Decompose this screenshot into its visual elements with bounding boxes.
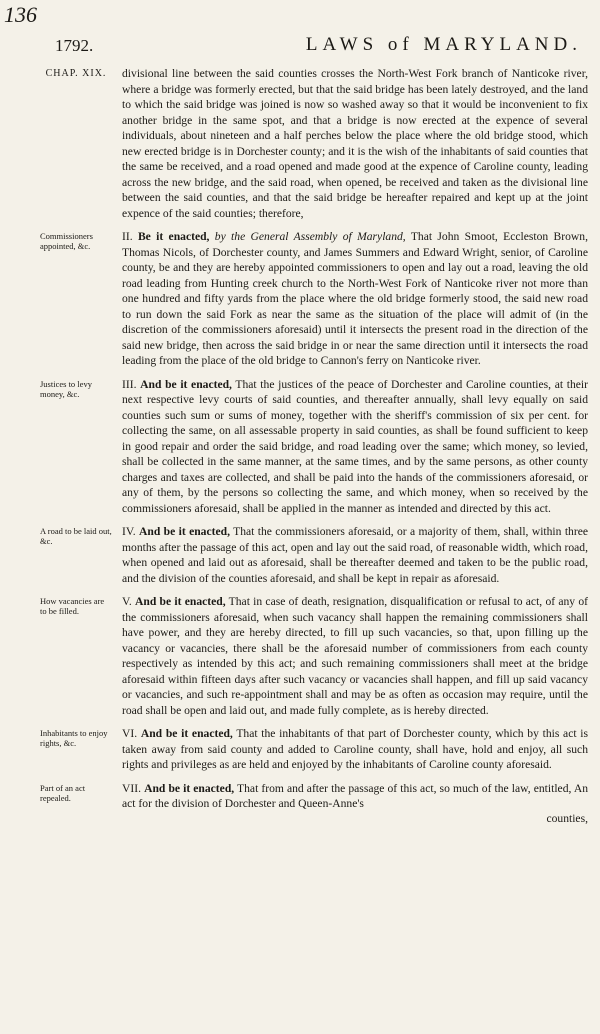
section-text xyxy=(40,524,588,586)
running-title: LAWS of MARYLAND. xyxy=(305,34,582,55)
section-number: VII. xyxy=(122,781,141,795)
section-number: II. xyxy=(122,230,133,243)
enacting-clause: And be it enacted, xyxy=(144,781,235,795)
catchword: counties, xyxy=(546,811,588,825)
section-number: III. xyxy=(122,377,137,391)
law-text xyxy=(40,66,588,833)
section-body: That from and after the passage of this act, so much of the law, entitled, An act for the division of Dorchester and Queen-Anne's xyxy=(122,781,588,810)
margin-note: CHAP. XIX. xyxy=(45,68,107,79)
enacting-authority: by the General Assembly of Maryland, xyxy=(214,230,406,243)
enacting-clause: And be it enacted, xyxy=(140,727,233,740)
section-body: That the justices of the peace of Dorchester and Caroline counties, at their next respective levy courts of said counties, and thereafter annually, shall levy equally on said counties such sum or sums of money, together with the sheriff's commission of six per cent. for collecting the same, on all assessable property in said counties, as shall be found sufficient to keep in good repair and order the said bridge, and road leading over the same; which money, so levied, shall be collected in the same manner, at the same times, and by the same persons, as other county charges and taxes are collected, and shall be paid into the hands of the commissioners aforesaid, or any of them, by the persons so collecting the same, and which money, when so received by the commissioners aforesaid, shall be applied in the manner as intended and directed by this act. xyxy=(122,377,588,515)
section-body: divisional line between the said counties crosses the North-West Fork branch of Nanticoke river, where a bridge was formerly erected, but that the said bridge has been lately destroyed, and the land to which the said bridge was joined is now so washed away so that it would be inconvenient to fix another bridge in the same spot, and that a bridge is now erected at the expence of several individuals, about nineteen and a half perches below the place where the old bridge stood, which new erected bridge is in Dorchester county; and it is the wish of the inhabitants of said counties that the same be received, and a road opened and made good at the expence of Caroline county, leading across the new bridge, and the said road, when opened, be received and taken as the divisional line between the said counties, and that the said bridge be hereafter repaired and kept up at the joint expence of the said counties; therefore, xyxy=(122,67,588,220)
section-number: VI. xyxy=(122,727,138,740)
section-number: V. xyxy=(122,595,132,608)
section-vii xyxy=(40,781,588,825)
margin-note: Inhabitants to enjoy rights, &c. xyxy=(40,728,108,748)
page-number: 136 xyxy=(4,2,37,27)
section-text xyxy=(40,594,588,718)
section-text xyxy=(40,66,588,221)
enacting-clause: Be it enacted, xyxy=(137,230,210,243)
section-body: That the inhabitants of that part of Dorchester county, which by this act is taken away from said county and added to Caroline county, shall have, hold and enjoy, all such rights and privileges as are held and enjoyed by the inhabitants of Caroline county aforesaid. xyxy=(122,727,589,771)
section-chap-xix xyxy=(40,66,588,221)
page-header xyxy=(55,30,582,60)
section-body: That John Smoot, Eccleston Brown, Thomas Nicols, of Dorchester county, and James Summers and Edward Wright, senior, of Caroline county, be and they are hereby appointed commissioners to open and lay out a road, leaving the old road leading from Hunting creek church to the North-West Fork of Nanticoke river not more than one hundred and fifty yards from the place where the old bridge formerly stood, the said new road to run down the said Fork as near the same as the situation of the place will admit of (in the discretion of the commissioners aforesaid) until it intersects the present road in the direction of the said new bridge, then across the said bridge in or near the same direction until it intersects the road leading from the place of the old bridge to Cannon's ferry on Nanticoke river. xyxy=(122,230,588,367)
section-ii xyxy=(40,229,588,369)
section-vi xyxy=(40,726,588,773)
margin-note: Commissioners appointed, &c. xyxy=(40,231,93,251)
margin-note: A road to be laid out, &c. xyxy=(40,526,112,546)
section-text xyxy=(40,229,588,369)
margin-note: How vacancies are to be filled. xyxy=(40,596,105,616)
section-v xyxy=(40,594,588,718)
enacting-clause: And be it enacted, xyxy=(139,525,230,538)
section-body: That in case of death, resignation, disqualification or refusal to act, of any of the commissioners aforesaid, when such vacancy shall happen the remaining commissioners shall have power, and they are hereby directed, to fill up such vacancies, so that, upon filling up the vacancy or vacancies, there shall be the aforesaid number of commissioners from each county respectively as intended by this act; and such remaining commissioners shall meet at the bridge aforesaid within fifteen days after such vacancy or vacancies shall happen, and fill up said vacancy or vacancies, and such re-appointment shall and may be as often as occasion may require, until the road shall be open and laid out, and made fully complete, as is hereby directed. xyxy=(122,595,588,717)
section-text xyxy=(40,726,588,773)
enacting-clause: And be it enacted, xyxy=(140,377,232,391)
margin-note: Part of an act repealed. xyxy=(40,782,86,803)
section-iv xyxy=(40,524,588,586)
section-text xyxy=(40,781,588,812)
section-text xyxy=(40,377,588,517)
margin-note: Justices to levy money, &c. xyxy=(40,378,92,399)
section-number: IV. xyxy=(122,525,136,538)
page-year: 1792. xyxy=(55,36,94,55)
section-body: That the commissioners aforesaid, or a majority of them, shall, within three months after the passage of this act, open and lay out the said road, of reasonable width, which road, when opened and laid out as aforesaid, shall be thereafter deemed and taken to be the public road, and the division of the counties aforesaid, and shall be kept in repair as aforesaid. xyxy=(122,525,588,585)
enacting-clause: And be it enacted, xyxy=(135,595,226,608)
section-iii xyxy=(40,377,588,517)
